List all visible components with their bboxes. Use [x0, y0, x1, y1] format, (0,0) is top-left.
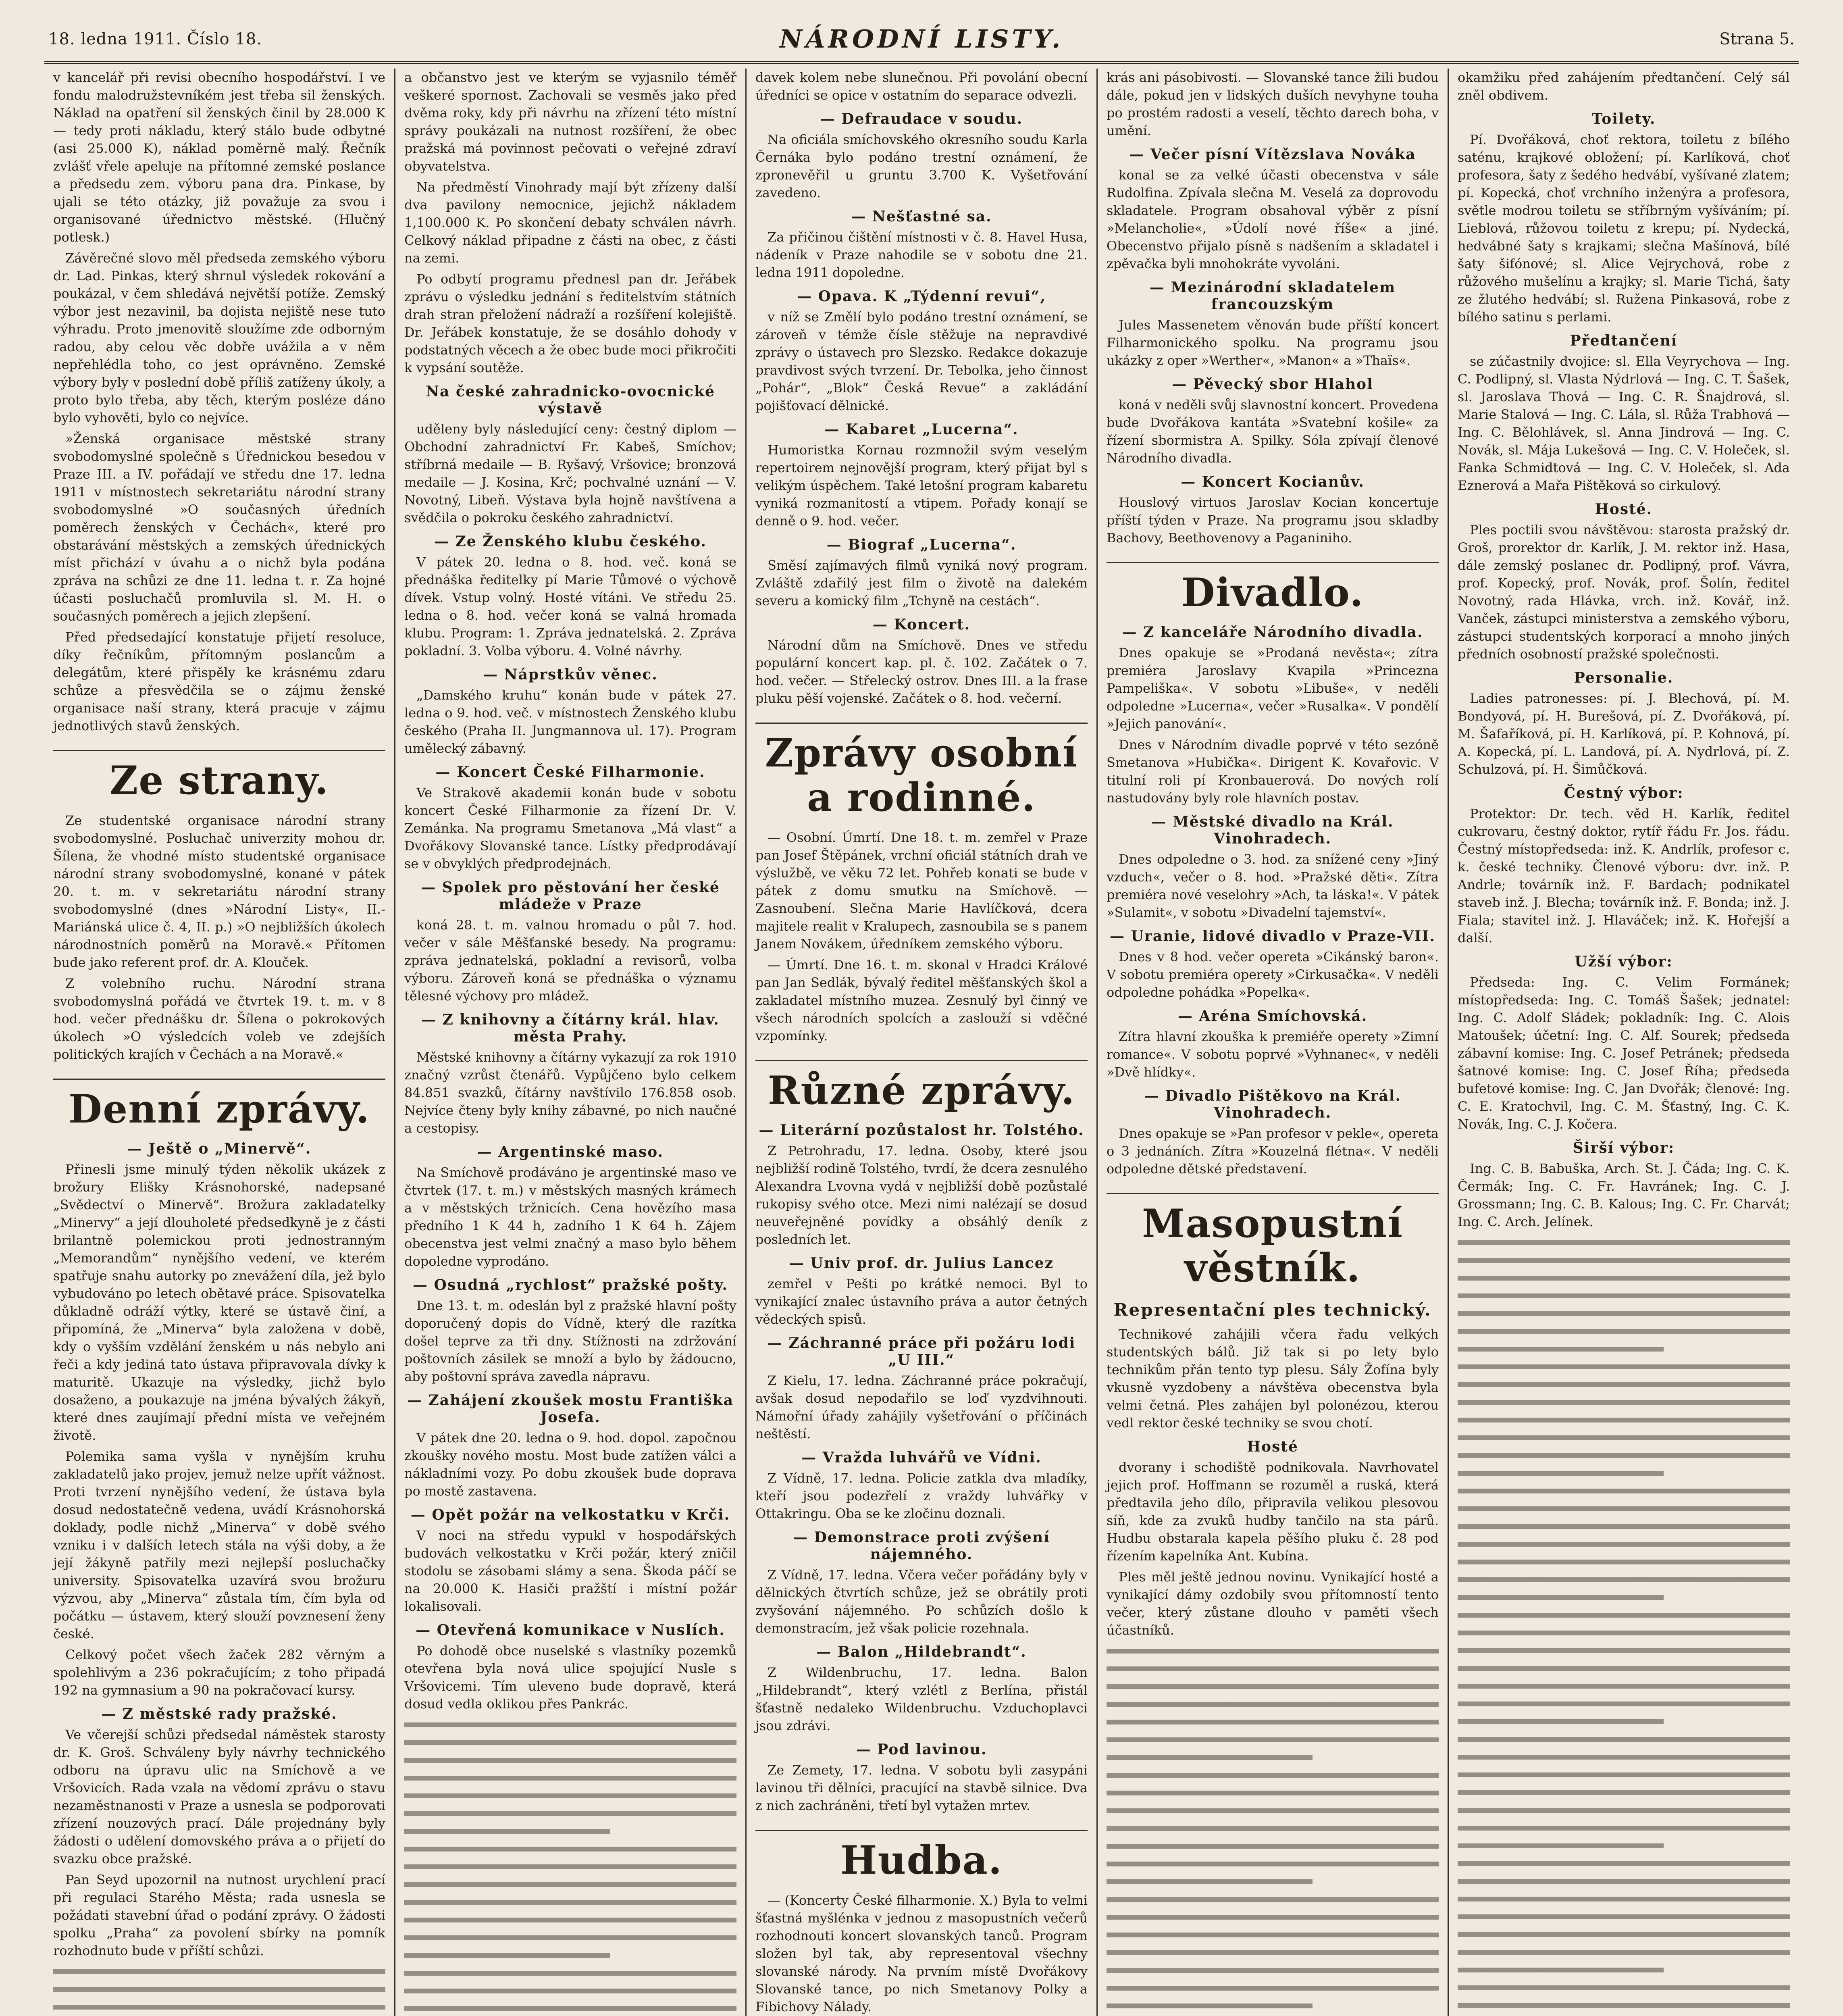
article-paragraph: krás ani pásobivosti. — Slovanské tance žili budou dále, pokud jen v lidských duších nevyhyne touha po prostém radosti a veselí, těchto darech boha, v umění.: [1107, 70, 1439, 138]
article-paragraph: Dnes odpoledne o 3. hod. za snížené ceny »Jiný vzduch«, večer o 8. hod. »Pražské děti«. Zítra premiéra nové veselohry »Ach, ta láska!«. V pátek »Sulamit«, v sobotu »Divadelní tajemství«.: [1107, 852, 1439, 920]
illegible-text-line: [1458, 1589, 1664, 1607]
article-heading: Na české zahradnicko-ovocnické výstavě: [426, 383, 715, 417]
illegible-text-line: [1458, 1909, 1790, 1926]
illegible-text-line: [404, 1965, 736, 1983]
illegible-text-line: [404, 1717, 736, 1735]
illegible-text-line: [1458, 1660, 1790, 1678]
article-paragraph: v níž se Změlí bylo podáno trestní oznámení, se zároveň v témže čísle stěžuje na nepravdivé zprávy o ústavech pro Slezsko. Redakce dokazuje pravdivost svých tvrzení. Dr. Tebolka, jeho činnost „Pohár“, „Blok“ Česká Revue“ a zakládání pojišťovací dělnické.: [755, 309, 1088, 413]
article-heading: — Demonstrace proti zvýšení nájemného.: [793, 1529, 1050, 1563]
article-paragraph: Protektor: Dr. tech. věd H. Karlík, ředitel cukrovaru, čestný doktor, rytíř řádu Fr. Jos. řádu. Čestný místopředseda: inž. K. Andrlík, profesor c. k. české techniky. Členové výboru: dvr. inž. P. Andrle; továrník inž. F. Bardach; podnikatel staveb inž. J. Blecha; továrník inž. F. Bonda; inž. J. Fiala; stavitel inž. J. Hlaváček; inž. K. Hořejší a další.: [1458, 806, 1790, 946]
article-heading: — Spolek pro pěstování her české mládeže v Praze: [421, 879, 720, 913]
article-paragraph: Na předměstí Vinohrady mají být zřízeny další dva pavilony nemocnice, jejichž nákladem 1,100.000 K. Po skončení debaty schválen návrh. Celkový náklad připadne z části na obec, z části na zemi.: [404, 179, 736, 266]
illegible-text-line: [1458, 1678, 1790, 1696]
illegible-text-line: [1458, 1980, 1790, 1997]
text-filler: [1458, 1235, 1790, 2016]
issue-date: 18. ledna 1911. Číslo 18.: [48, 30, 262, 48]
illegible-text-line: [1458, 1856, 1790, 1873]
illegible-text-line: [1458, 1501, 1790, 1518]
article-paragraph: Z Petrohradu, 17. ledna. Osoby, které jsou nejbližší rodině Tolstého, tvrdí, že dcera zesnulého Alexandra Lvovna vydá v nejbližší době pozůstalé rukopisy svého otce. Mezi nimi nalézají se dosud neuveřejněné povídky a obsáhlý deník z posledních let.: [755, 1143, 1088, 1247]
article-title-ples-technicky: Representační ples technický.: [1113, 1300, 1432, 1320]
article-paragraph: davek kolem nebe slunečnou. Při povolání obecní úředníci se opice v ostatním do separace odvezli.: [755, 70, 1088, 103]
illegible-text-line: [1107, 1945, 1439, 1962]
article-subheading: Předtančení: [1570, 332, 1678, 349]
section-heading-hudba: Hudba.: [755, 1830, 1088, 1883]
article-heading: — Koncert České Filharmonie.: [435, 764, 705, 781]
article-heading: — Zahájení zkoušek mostu Františka Josefa.: [407, 1392, 734, 1426]
article-paragraph: Ing. C. B. Babuška, Arch. St. J. Čáda; Ing. C. K. Čermák; Ing. C. Fr. Havránek; Ing. C. J. Grossmann; Ing. C. B. Kalous; Ing. C. Fr. Charvát; Ing. C. Arch. Jelínek.: [1458, 1161, 1790, 1229]
illegible-text-line: [1458, 1270, 1790, 1288]
article-paragraph: Na oficiála smíchovského okresního soudu Karla Černáka bylo podáno trestní oznámení, že zpronevěřil u gruntu 3.700 K. Vyšetřování zavedeno.: [755, 132, 1088, 200]
article-paragraph: Polemika sama vyšla v nynějším kruhu zakladatelů jako projev, jemuž nelze upřít vážnost. Proti tvrzení nynějšího vedení, že ústava byla dosud nedostatečně vedena, uvádí Krásnohorská doklady, podle nichž „Minerva“ v době svého vzniku i v dalších letech stála na výši doby, a že její žákyně patřily mezi nejlepší posluchačky university. Spisovatelka uzavírá svou brožuru výzvou, aby „Minerva“ zůstala tím, čím byla od počátku — ústavem, který slouží povznesení ženy české.: [53, 1449, 385, 1641]
article-paragraph: Ve Strakově akademii konán bude v sobotu koncert České Filharmonie za řízení Dr. V. Zemánka. Na programu Smetanova „Má vlast“ a Dvořákovy Slovanské tance. Lístky předprodávají se v obvyklých předprodejnách.: [404, 785, 736, 871]
article-paragraph: konal se za velké účasti obecenstva v sále Rudolfina. Zpívala slečna M. Veselá za doprovodu skladatele. Program obsahoval výběr z písní »Melancholie«, »Údolí nové říše« a jiné. Obecenstvo přijalo písně s nadšením a skladatel i zpěvačka byli mnohokráte vyvoláni.: [1107, 167, 1439, 271]
illegible-text-line: [53, 1999, 385, 2016]
illegible-text-line: [1458, 1359, 1790, 1377]
article-paragraph: Z Vídně, 17. ledna. Policie zatkla dva mladíky, kteří jsou podezřelí z vraždy luhvářky v Ottakringu. Oba se ke zločinu doznali.: [755, 1470, 1088, 1521]
article-paragraph: Na Smíchově prodáváno je argentinské maso ve čtvrtek (17. t. m.) v městských masných krámech a v městských tržnicích. Cena hovězího masa předního 1 K 44 h, zadního 1 K 64 h. Zájem obecenstva jest velmi značný a maso bylo během dopoledne vyprodáno.: [404, 1165, 736, 1269]
article-paragraph: se zúčastnily dvojice: sl. Ella Veyrychova — Ing. C. Podlipný, sl. Vlasta Nýdrlová — Ing. C. T. Šašek, sl. Jaroslava Thová — Ing. C. R. Šnajdrová, sl. Marie Stalová — Ing. C. Lála, sl. Růža Trabhová — Ing. C. Bělohlávek, sl. Anna Jindrová — Ing. C. Novák, sl. Mája Lukešová — Ing. C. V. Holeček, sl. Fanka Schmidtová — Ing. C. V. Holeček, sl. Ada Eznerová a Mařa Pištěková so cirkulový.: [1458, 354, 1790, 493]
illegible-text-line: [1458, 1838, 1664, 1856]
article-paragraph: V pátek 20. ledna o 8. hod. več. koná se přednáška ředitelky pí Marie Tůmové o výchově dívek. Vstup volný. Hosté vítáni. Ve středu 25. ledna o 8. hod. večer koná se valná hromada klubu. Program: 1. Zpráva jednatelská. 2. Zpráva pokladní. 3. Volba výboru. 4. Volné návrhy.: [404, 554, 736, 658]
article-paragraph: Ladies patronesses: pí. J. Blechová, pí. M. Bondyová, pí. H. Burešová, pí. Z. Dvořáková, pí. M. Šafaříková, pí. H. Karlíková, pí. P. Kohnová, pí. A. Kopecká, pí. L. Landová, pí. A. Nydrlová, pí. Z. Schulzová, pí. H. Šimůčková.: [1458, 691, 1790, 777]
illegible-text-line: [404, 1894, 736, 1912]
article-paragraph: Přinesli jsme minulý týden několik ukázek z brožury Elišky Krásnohorské, nadepsané „Svědectví o Minervě“. Brožura zakladatelky „Minervy“ a její dlouholeté předsedkyně je z části brilantně polemickou proti jednostranným „Memorandům“ nynějšího vedení, ve kterém spatřuje snahu autorky po znevážení díla, jež bylo vybudováno po letech obětavé práce. Spisovatelka důkladně odráží výtky, které se ústavě činí, a připomíná, že „Minerva“ byla založena v době, kdy o vyšším vzdělání ženském u nás nebylo ani řeči a kdy jediná tato ústava připravovala dívky k maturitě. Ukazuje na výsledky, jichž bylo dosaženo, a poukazuje na jména bývalých žákyň, které dnes zaujímají přední místa ve veřejném životě.: [53, 1162, 385, 1443]
article-paragraph: Městské knihovny a čítárny vykazují za rok 1910 značný vzrůst čtenářů. Vypůjčeno bylo celkem 84.851 svazků, čítárny navštívilo 176.858 osob. Nejvíce čteny byly knihy zábavné, po nich naučné a cestopisy.: [404, 1050, 736, 1136]
article-paragraph: Ve včerejší schůzi předsedal náměstek starosty dr. K. Groš. Schváleny byly návrhy technického odboru na úpravu ulic na Smíchově a ve Vršovicích. Rada vzala na vědomí zprávu o stavu nezaměstnanosti v Praze a usnesla se podporovati zřízení nouzových prací. Dále projednány byly žádosti o udělení domovského práva a o přijetí do svazku obce pražské.: [53, 1727, 385, 1866]
illegible-text-line: [404, 1823, 610, 1841]
article-paragraph: Technikové zahájili včera řadu velkých studentských bálů. Již tak si po lety bylo technikům přán tento typ plesu. Sály Žofína byly vkusně vyzdobeny a návštěva obecenstva byla velmi četná. Ples zahájen byl polonézou, kterou vedl rektor české techniky se svou chotí.: [1107, 1327, 1439, 1431]
illegible-text-line: [1458, 1926, 1790, 1944]
article-paragraph: — (Koncerty České filharmonie. X.) Byla to velmi šťastná myšlénka v jednou z masopustních večerů rozhodnouti koncert slovanských tanců. Program složen byl tak, aby representoval všechny slovanské národy. Na prvním místě Dvořákovy Slovanské tance, po nich Smetanovy Polky a Fibichovy Nálady.: [755, 1893, 1088, 2014]
illegible-text-line: [404, 1770, 736, 1788]
illegible-text-line: [1107, 1962, 1439, 1980]
illegible-text-line: [404, 1930, 736, 1947]
article-heading: — Z knihovny a čítárny král. hlav. města Prahy.: [421, 1011, 720, 1045]
illegible-text-line: [1107, 1980, 1439, 1998]
illegible-text-line: [1458, 1820, 1790, 1838]
illegible-text-line: [404, 1912, 736, 1930]
illegible-text-line: [1107, 1998, 1313, 2016]
illegible-text-line: [1458, 1430, 1790, 1447]
illegible-text-line: [1458, 1465, 1664, 1483]
article-heading: — Ze Ženského klubu českého.: [434, 533, 707, 550]
illegible-text-line: [1107, 1874, 1313, 1891]
article-subheading: Čestný výbor:: [1564, 785, 1684, 802]
illegible-text-line: [1107, 1749, 1313, 1767]
illegible-text-line: [1107, 1909, 1439, 1927]
column-4: [1098, 69, 1449, 2016]
article-heading: — Městské divadlo na Král. Vinohradech.: [1151, 813, 1394, 847]
article-heading: — Divadlo Pištěkovo na Král. Vinohradech.: [1144, 1087, 1401, 1121]
illegible-text-line: [1458, 1341, 1664, 1359]
article-paragraph: Dnes opakuje se »Pan profesor v pekle«, opereta o 3 jednáních. Zítra »Kouzelná flétna«. V neděli odpoledne dětské představení.: [1107, 1126, 1439, 1177]
article-paragraph: v kancelář při revisi obecního hospodářství. I ve fondu malodružstevníkém jest třeba sil ženských. Náklad na opatření sil ženských činil by 28.000 K — tedy proti nákladu, který stálo bude odbytné (asi 25.000 K), náklad poměrně malý. Řečník zvlášť vřele apeluje na přítomné zemské poslance a předsedu zem. výboru pana dra. Pinkase, by ujali se této otázky, již považuje za svou i organisované úřednictvo městské. (Hlučný potlesk.): [53, 70, 385, 245]
illegible-text-line: [1458, 1891, 1790, 1909]
article-paragraph: Dnes v 8 hod. večer opereta »Cikánský baron«. V sobotu premiéra operety »Cirkusačka«. V neděli odpoledne pohádka »Popelka«.: [1107, 949, 1439, 1000]
text-filler: [404, 1717, 736, 2016]
illegible-text-line: [1107, 1927, 1439, 1945]
illegible-text-line: [1107, 1838, 1439, 1856]
illegible-text-line: [1458, 1997, 1790, 2015]
illegible-text-line: [53, 1964, 385, 1981]
illegible-text-line: [404, 1947, 610, 1965]
illegible-text-line: [404, 1859, 736, 1876]
article-paragraph: V noci na středu vypukl v hospodářských budovách velkostatku v Krči požár, který zničil stodolu se zásobami slámy a sena. Škoda páčí se na 20.000 K. Hasiči pražští i místní požár lokalisovali.: [404, 1528, 736, 1614]
article-heading: — Literární pozůstalost hr. Tolstého.: [759, 1122, 1084, 1139]
text-filler: [53, 1964, 385, 2016]
section-heading-ruzne-zpravy: Různé zprávy.: [755, 1060, 1088, 1113]
illegible-text-line: [404, 1841, 736, 1859]
article-subheading: Širší výbor:: [1573, 1139, 1675, 1156]
article-paragraph: V pátek dne 20. ledna o 9. hod. dopol. započnou zkoušky nového mostu. Most bude zatížen válci a nákladními vozy. Po dobu zkoušek bude doprava po mostě zastavena.: [404, 1430, 736, 1499]
illegible-text-line: [1458, 1252, 1790, 1270]
article-paragraph: Pan Seyd upozornil na nutnost urychlení prací při regulaci Starého Města; rada usnesla se požádati stavební úřad o podání zprávy. O žádosti spolku „Praha“ za povolení sbírky na pomník rozhodnuto bude v příští schůzi.: [53, 1872, 385, 1958]
article-heading: — Nešťastné sa.: [851, 208, 992, 225]
article-paragraph: Dne 13. t. m. odeslán byl z pražské hlavní pošty doporučený dopis do Vídně, který dle razítka došel teprve za tři dny. Stížnosti na zdržování poštovních zásilek se množí a bylo by žádoucno, aby poštovní správa zavedla nápravu.: [404, 1298, 736, 1384]
article-paragraph: Ze Zemety, 17. ledna. V sobotu byli zasypáni lavinou tři dělníci, pracující na stavbě silnice. Dva z nich zachráněni, třetí byl vytažen mrtev.: [755, 1762, 1088, 1813]
article-paragraph: okamžiku před zahájením předtančení. Celý sál zněl obdivem.: [1458, 70, 1790, 103]
article-paragraph: Směsí zajímavých filmů vyniká nový program. Zvláště zdařilý jest film o životě na dalekém severu a komický film „Tchyně na cestách“.: [755, 558, 1088, 608]
article-heading: — Večer písní Vítězslava Nováka: [1129, 146, 1416, 163]
illegible-text-line: [1107, 1679, 1439, 1696]
column-2: [395, 69, 747, 2016]
article-subheading: Užší výbor:: [1575, 953, 1673, 970]
illegible-text-line: [404, 2001, 736, 2016]
article-heading: — Argentinské maso.: [477, 1143, 664, 1160]
illegible-text-line: [1458, 1323, 1790, 1341]
illegible-text-line: [1107, 1643, 1439, 1661]
article-heading: — Z kanceláře Národního divadla.: [1122, 624, 1423, 641]
article-paragraph: koná v neděli svůj slavnostní koncert. Provedena bude Dvořákova kantáta »Svatební košile« za řízení sbormistra A. Spilky. Sóla zpívají členové Národního divadla.: [1107, 397, 1439, 466]
illegible-text-line: [1107, 1661, 1439, 1679]
illegible-text-line: [404, 1788, 736, 1806]
article-paragraph: — Úmrtí. Dne 16. t. m. skonal v Hradci Králové pan Jan Sedlák, bývalý ředitel měšťanských škol a zakladatel místního muzea. Zesnulý byl činný ve všech národních spolcích a zaslouží si vděčné vzpomínky.: [755, 957, 1088, 1043]
article-paragraph: — Osobní. Úmrtí. Dne 18. t. m. zemřel v Praze pan Josef Štěpánek, vrchní oficiál státních drah ve výslužbě, ve věku 72 let. Pohřeb konati se bude v pátek z domu smutku na Smíchově. — Zasnoubení. Slečna Marie Havlíčková, dcera majitele realit v Kralupech, zasnoubila se s panem Janem Novákem, úředníkem zemského výboru.: [755, 830, 1088, 952]
illegible-text-line: [1458, 1749, 1790, 1767]
article-paragraph: Z Kielu, 17. ledna. Záchranné práce pokračují, avšak dosud nepodařilo se loď vyzdvihnouti. Námořní úřady zahájily vyšetřování o příčinách neštěstí.: [755, 1373, 1088, 1441]
article-heading: — Biograf „Lucerna“.: [826, 536, 1017, 553]
illegible-text-line: [1107, 1696, 1439, 1714]
article-paragraph: Dnes opakuje se »Prodaná nevěsta«; zítra premiéra Jaroslavy Kvapila »Princezna Pampeliška«. V sobotu »Libuše«, v neděli odpoledne »Lucerna«, večer »Rusalka«. V pondělí »Jejich panování«.: [1107, 645, 1439, 731]
illegible-text-line: [1107, 1732, 1439, 1749]
article-paragraph: Humoristka Kornau rozmnožil svým veselým repertoirem nejnovější program, který přijat byl s velikým úspěchem. Také letošní program kabaretu vyniká rozmanitostí a vtipem. Pořady konají se denně o 9. hod. večer.: [755, 442, 1088, 529]
article-heading: — Náprstkův věnec.: [483, 666, 658, 683]
illegible-text-line: [1458, 1962, 1664, 1980]
section-heading-divadlo: Divadlo.: [1107, 562, 1439, 615]
article-paragraph: zemřel v Pešti po krátké nemoci. Byl to vynikající znalec ústavního práva a autor četných vědeckých spisů.: [755, 1276, 1088, 1327]
article-paragraph: Zítra hlavní zkouška k premiéře operety »Zimní romance«. V sobotu poprvé »Vyhnanec«, v neděli »Dvě hlídky«.: [1107, 1029, 1439, 1080]
illegible-text-line: [1458, 1447, 1790, 1465]
column-3: [747, 69, 1098, 2016]
article-paragraph: „Damského kruhu“ konán bude v pátek 27. ledna o 9. hod. več. v místnostech Ženského klubu českého (Praha II. Jungmannova ul. 17). Program umělecký zábavný.: [404, 687, 736, 756]
article-paragraph: Po odbytí programu přednesl pan dr. Jeřábek zprávu o výsledku jednání s ředitelstvím státních drah stran přeložení nádraží a rozšíření kolejiště. Dr. Jeřábek konstatuje, že se dosáhlo dohody v podstatných věcech a že obec bude moci přikročiti k vypsání soutěže.: [404, 271, 736, 375]
illegible-text-line: [1458, 1607, 1790, 1625]
section-heading-ze-strany: Ze strany.: [53, 750, 385, 803]
article-heading: — Osudná „rychlost“ pražské pošty.: [412, 1277, 728, 1293]
article-paragraph: Ze studentské organisace národní strany svobodomyslné. Posluchač univerzity mohou dr. Šílena, že vhodné místo studentské organisace národní strany svobodomyslné, konané v pátek 20. t. m. v sekretariátu národní strany svobodomyslné (dnes »Národní Listy«, II.-Mariánská ulice č. 4, II. p.) »O nejbližších úkolech národnostních poměrů na Moravě.« Přítomen bude jako referent prof. dr. A. Klouček.: [53, 813, 385, 970]
article-heading: — Koncert.: [872, 616, 971, 633]
illegible-text-line: [1458, 1518, 1790, 1536]
illegible-text-line: [1458, 1785, 1790, 1802]
illegible-text-line: [1458, 1873, 1790, 1891]
newspaper-title: NÁRODNÍ LISTY.: [779, 24, 1064, 54]
illegible-text-line: [1107, 1767, 1439, 1785]
article-heading: — Mezinárodní skladatelem francouzským: [1149, 279, 1396, 313]
article-heading: — Záchranné práce při požáru lodi „U III.“: [767, 1335, 1076, 1368]
article-heading: — Z městské rady pražské.: [101, 1706, 337, 1722]
article-paragraph: Celkový počet všech žaček 282 věrným a spolehlivým a 236 pokračujícím; z toho připadá 192 na gymnasium a 90 na pokračovací kursy.: [53, 1647, 385, 1698]
article-heading: — Balon „Hildebrandt“.: [816, 1643, 1027, 1660]
article-paragraph: uděleny byly následující ceny: čestný diplom — Obchodní zahradnictví Fr. Kabeš, Smíchov; stříbrná medaile — B. Ryšavý, Vršovice; bronzová medaile — J. Kosina, Krč; pochvalné uznání — V. Novotný, Libeň. Výstava byla hojně navštívena a svědčila o pokroku českého zahradnictví.: [404, 421, 736, 525]
page-number: Strana 5.: [1719, 30, 1795, 48]
article-heading: — Pod lavinou.: [856, 1741, 987, 1758]
article-paragraph: Z Wildenbruchu, 17. ledna. Balon „Hildebrandt“, který vzlétl z Berlína, přistál šťastně nedaleko Wildenbruchu. Vzduchoplavci jsou zdrávi.: [755, 1665, 1088, 1733]
article-paragraph: Z Vídně, 17. ledna. Včera večer pořádány byly v dělnických čtvrtích schůze, jež se obrátily proti zvyšování nájemného. Po schůzích došlo k demonstracím, jež však policie rozehnala.: [755, 1567, 1088, 1636]
illegible-text-line: [1458, 1572, 1790, 1589]
illegible-text-line: [1458, 1483, 1790, 1501]
illegible-text-line: [1107, 1856, 1439, 1874]
article-paragraph: Ples měl ještě jednou novinu. Vynikající hosté a vynikající dámy ozdobily svou přítomností tento večer, který zůstane dlouho v paměti všech účastníků.: [1107, 1569, 1439, 1638]
column-1: [44, 69, 395, 2016]
article-paragraph: dvorany i schodiště podnikovala. Navrhovatel jejich prof. Hoffmann se rozuměl a ruská, která předtavila jeho dílo, připravila velikou plesovou síň, kde za zvuků hudby tančilo na sta párů. Hudbu obstarala kapela pěšího pluku č. 28 pod řízením kapelníka Ant. Kubína.: [1107, 1460, 1439, 1564]
illegible-text-line: [1107, 1891, 1439, 1909]
illegible-text-line: [1458, 1696, 1790, 1714]
article-paragraph: a občanstvo jest ve kterým se vyjasnilo téměř veškeré spornost. Zachovali se vesměs jako před dvěma roky, kdy při návrhu na zřízení této místní správy poukázali na nutnost rozšíření, že obec pražská má povinnost pečovati o veřejné zdraví obyvatelstva.: [404, 70, 736, 174]
article-heading: — Defraudace v soudu.: [820, 110, 1023, 127]
article-subheading: Hosté: [1247, 1438, 1298, 1455]
article-paragraph: Po dohodě obce nuselské s vlastníky pozemků otevřena byla nová ulice spojující Nusle s Vršovicemi. Tím uleveno bude dopravě, která dosud vedla oklikou přes Pankrác.: [404, 1643, 736, 1712]
article-heading: — Opava. K „Týdenní revui“,: [797, 288, 1046, 305]
column-5: [1449, 69, 1799, 2016]
section-heading-masopustni-vestnik: Masopustní věstník.: [1107, 1193, 1439, 1290]
article-paragraph: Jules Massenetem věnován bude příští koncert Filharmonického spolku. Na programu jsou ukázky z oper »Werther«, »Manon« a »Thaïs«.: [1107, 317, 1439, 368]
illegible-text-line: [404, 1735, 736, 1752]
article-paragraph: »Ženská organisace městské strany svobodomyslné společně s Úřednickou besedou v Praze III. a IV. pořádají ve středu dne 17. ledna 1911 v místnostech sekretariátu národní strany svobodomyslné »O současných úředních poměrech ženských v Čechách«, které pro obstarávání městských a zemských úřednických míst přichází v úvahu a o nichž byla podána zpráva na schůzi ze dne 11. ledna t. r. Za hojné účasti posluchačů promluvila sl. M. H. o současných poměrech a jejich zlepšení.: [53, 431, 385, 624]
section-heading-zpravy-osobni: Zprávy osobní a rodinné.: [755, 723, 1088, 820]
illegible-text-line: [53, 1981, 385, 1999]
article-paragraph: koná 28. t. m. valnou hromadu o půl 7. hod. večer v sále Měšťanské besedy. Na programu: zpráva jednatelská, pokladní a revisorů, volba výboru. Zároveň koná se přednáška o významu tělesné výchovy pro mládež.: [404, 917, 736, 1004]
illegible-text-line: [1458, 1802, 1790, 1820]
illegible-text-line: [1458, 1944, 1790, 1962]
illegible-text-line: [1107, 1785, 1439, 1803]
illegible-text-line: [1458, 1554, 1790, 1572]
article-paragraph: Za přičinou čištění místnosti v č. 8. Havel Husa, nádeník v Praze nahodile se v sobotu dne 21. ledna 1911 dopoledne.: [755, 229, 1088, 280]
illegible-text-line: [404, 1983, 736, 2001]
illegible-text-line: [1458, 1714, 1664, 1731]
illegible-text-line: [404, 1876, 736, 1894]
article-heading: — Otevřená komunikace v Nuslích.: [416, 1622, 725, 1639]
illegible-text-line: [1107, 1820, 1439, 1838]
article-heading: — Kabaret „Lucerna“.: [824, 421, 1019, 438]
article-subheading: Toilety.: [1591, 110, 1656, 127]
illegible-text-line: [1458, 1394, 1790, 1412]
article-paragraph: Z volebního ruchu. Národní strana svobodomyslná pořádá ve čtvrtek 19. t. m. v 8 hod. večer přednášku dr. Šílena o pokrokových úkolech »O výsledcích voleb ve zdejších politických krajích v Čechách a na Moravě.«: [53, 976, 385, 1062]
illegible-text-line: [1458, 1643, 1790, 1660]
article-heading: — Uranie, lidové divadlo v Praze-VII.: [1109, 928, 1436, 945]
article-heading: — Ještě o „Minervě“.: [127, 1140, 312, 1157]
article-paragraph: Ples poctili svou návštěvou: starosta pražský dr. Groš, prorektor dr. Karlík, J. M. rektor inž. Hasa, dále zemský poslanec dr. Podlipný, prof. Vávra, prof. Kopecký, prof. Novák, prof. Šolín, ředitel Novotný, rada Hlávka, vrch. inž. Kovář, inž. Vanček, zástupci ministerstva a zemského výboru, zástupci studentských korporací a mnoho jiných předních osobností pražské společnosti.: [1458, 522, 1790, 662]
article-heading: — Univ prof. dr. Julius Lancez: [789, 1255, 1054, 1272]
article-paragraph: Pí. Dvořáková, choť rektora, toiletu z bílého saténu, krajkové obložení; pí. Karlíková, choť profesora, šaty z šedého hedvábí, vyšívané zlatem; pí. Kopecká, choť vrchního inženýra a profesora, světle modrou toiletu se stříbrným vyšíváním; pí. Lieblová, růžovou toiletu z krepu; pí. Nydecká, hedvábné šaty s krajkami; slečna Mašínová, bílé šaty šifónové; sl. Alice Vejrychová, robe z růžového mušelínu a krajky; sl. Marie Tichá, šaty ze žlutého hedvábí; sl. Ružena Pinkasová, robe z bílého satinu s perlami.: [1458, 132, 1790, 325]
article-heading: — Pěvecký sbor Hlahol: [1172, 376, 1373, 393]
illegible-text-line: [1458, 1377, 1790, 1394]
article-paragraph: Předseda: Ing. C. Velim Formánek; místopředseda: Ing. C. Tomáš Šašek; jednatel: Ing. C. Adolf Sládek; pokladník: Ing. C. Alois Matoušek; účetní: Ing. C. Alf. Sourek; předseda zábavní komise: Ing. C. Josef Petránek; předseda šatnové komise: Ing. C. Josef Říha; předseda bufetové komise: Ing. C. Jan Dvořák; členové: Ing. C. E. Kratochvil, Ing. C. M. Šťastný, Ing. C. K. Novák, Ing. C. J. Kočera.: [1458, 975, 1790, 1132]
illegible-text-line: [1458, 1731, 1790, 1749]
illegible-text-line: [404, 1806, 736, 1823]
illegible-text-line: [1107, 1803, 1439, 1820]
article-paragraph: Národní dům na Smíchově. Dnes ve středu populární koncert kap. pl. č. 102. Začátek o 7. hod. večer. — Střelecký ostrov. Dnes III. a la frase pluku pěší vojenské. Začátek o 8. hod. večerní.: [755, 637, 1088, 706]
article-paragraph: Dnes v Národním divadle poprvé v této sezóně Smetanova »Hubička«. Dirigent K. Kovařovic. V titulní roli pí Kronbauerová. Do nových rolí nastudovány byly role hlavních postav.: [1107, 737, 1439, 806]
article-paragraph: Před předsedající konstatuje přijetí resoluce, díky řečníkům, přítomným poslancům a delegátům, které přispěly ke krásnému zdaru schůze a přesvědčila se o zájmu ženské organisace naší strany, která pracuje v zájmu jednotlivých stavů ženských.: [53, 629, 385, 733]
illegible-text-line: [1458, 1306, 1790, 1323]
illegible-text-line: [1458, 1235, 1790, 1252]
article-heading: — Koncert Kocianův.: [1181, 473, 1365, 490]
illegible-text-line: [1458, 1288, 1790, 1306]
illegible-text-line: [1458, 1625, 1790, 1643]
article-subheading: Hosté.: [1595, 501, 1653, 518]
article-heading: — Aréna Smíchovská.: [1177, 1008, 1368, 1025]
article-paragraph: Houslový virtuos Jaroslav Kocian koncertuje příští týden v Praze. Na programu jsou skladby Bachovy, Beethovenovy a Paganiniho.: [1107, 495, 1439, 546]
illegible-text-line: [1458, 1767, 1790, 1785]
article-paragraph: Závěrečné slovo měl předseda zemského výboru dr. Lad. Pinkas, který shrnul výsledek rokování a poukázal, v čem shledává největší potíže. Zemský výbor jest nezavinil, ba dojista nejiště nese tuto výhradu. Proto jmenovitě sloužíme zde odborným radou, aby celou věc dobře uvážila a v něm nepřehlédla toho, co jest oprávněno. Zemské výbory byly v poslední době příliš zatíženy úkoly, a proto bylo třeba, aby těch, kterým posléze dáno bylo vyhověti, bylo co nejvíce.: [53, 250, 385, 425]
article-heading: — Vražda luhvářů ve Vídni.: [801, 1449, 1042, 1466]
article-subheading: Personalie.: [1574, 669, 1674, 686]
article-heading: — Opět požár na velkostatku v Krči.: [410, 1506, 730, 1523]
text-filler: [1107, 1643, 1439, 2016]
columns: [44, 69, 1799, 2016]
illegible-text-line: [1458, 1536, 1790, 1554]
illegible-text-line: [1107, 1714, 1439, 1732]
illegible-text-line: [1458, 1412, 1790, 1430]
section-heading-denni-zpravy: Denní zprávy.: [53, 1079, 385, 1131]
masthead: [44, 24, 1799, 64]
illegible-text-line: [404, 1752, 736, 1770]
